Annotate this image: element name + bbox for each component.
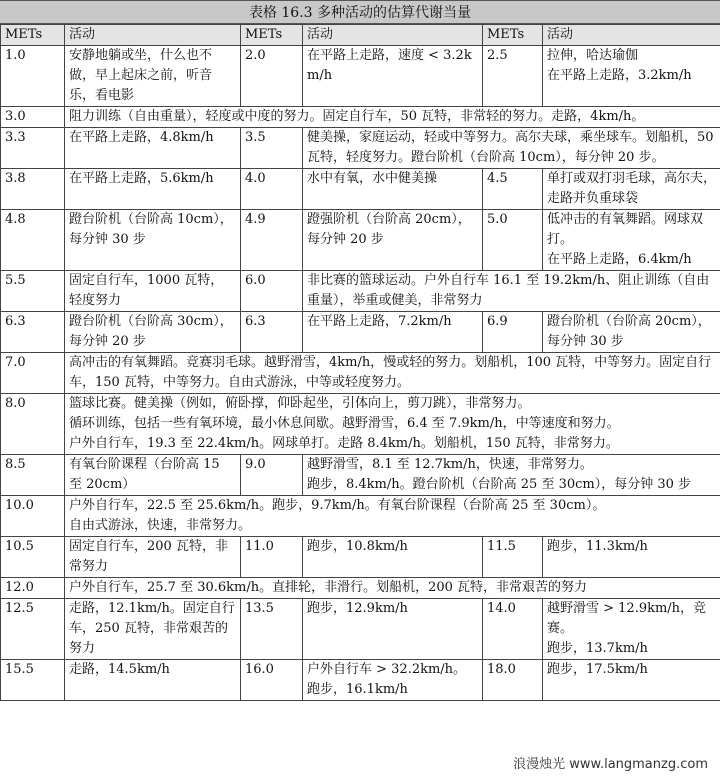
table-row bbox=[1, 496, 720, 537]
mets-cell: 8.5 bbox=[1, 455, 65, 496]
activity-cell: 有氧台阶课程（台阶高 15 至 20cm） bbox=[65, 455, 241, 496]
table-row bbox=[1, 537, 720, 578]
table-row bbox=[1, 210, 720, 271]
activity-cell: 越野滑雪 > 12.9km/h，竞赛。 跑步，13.7km/h bbox=[543, 599, 720, 660]
activity-cell: 跑步，11.3km/h bbox=[543, 537, 720, 578]
activity-cell: 在平路上走路，7.2km/h bbox=[303, 312, 483, 353]
table-row bbox=[1, 394, 720, 455]
activity-cell: 固定自行车，200 瓦特，非常努力 bbox=[65, 537, 241, 578]
mets-cell: 7.0 bbox=[1, 353, 65, 394]
header-activity-2: 活动 bbox=[303, 25, 483, 46]
mets-cell: 6.3 bbox=[241, 312, 303, 353]
activity-cell: 健美操，家庭运动，轻或中等努力。高尔夫球，乘坐球车。划船机，50 瓦特，轻度努力。蹬台阶机（台阶高 10cm），每分钟 20 步。 bbox=[303, 128, 720, 169]
table-title: 表格 16.3 多种活动的估算代谢当量 bbox=[0, 0, 720, 24]
mets-cell: 4.9 bbox=[241, 210, 303, 271]
watermark: 浪漫烛光 www.langmanzg.com bbox=[509, 752, 712, 773]
mets-cell: 9.0 bbox=[241, 455, 303, 496]
mets-cell: 11.5 bbox=[483, 537, 543, 578]
mets-cell: 5.0 bbox=[483, 210, 543, 271]
mets-cell: 3.8 bbox=[1, 169, 65, 210]
mets-cell: 10.5 bbox=[1, 537, 65, 578]
activity-cell: 在平路上走路，5.6km/h bbox=[65, 169, 241, 210]
table-row bbox=[1, 128, 720, 169]
mets-cell: 6.0 bbox=[241, 271, 303, 312]
activity-cell: 篮球比赛。健美操（例如，俯卧撑，仰卧起坐，引体向上，剪刀跳），非常努力。 循环训练，包括一些有氧环境，最小休息间歇。越野滑雪，6.4 至 7.9km/h，中等速度和努力。 户外自行车，19.3 至 22.4km/h。网球单打。走路 8.4km/h。划船机，150 瓦特，非常努力。 bbox=[65, 394, 720, 455]
activity-cell: 跑步，12.9km/h bbox=[303, 599, 483, 660]
activity-cell: 蹬台阶机（台阶高 30cm），每分钟 20 步 bbox=[65, 312, 241, 353]
mets-cell: 6.9 bbox=[483, 312, 543, 353]
activity-cell: 高冲击的有氧舞蹈。竞赛羽毛球。越野滑雪，4km/h，慢或轻的努力。划船机，100 瓦特，中等努力。固定自行车，150 瓦特，中等努力。自由式游泳，中等或轻度努力。 bbox=[65, 353, 720, 394]
mets-cell: 2.0 bbox=[241, 46, 303, 107]
activity-cell: 安静地躺或坐，什么也不做，早上起床之前，听音乐，看电影 bbox=[65, 46, 241, 107]
table-row bbox=[1, 599, 720, 660]
activity-cell: 蹬强阶机（台阶高 20cm），每分钟 20 步 bbox=[303, 210, 483, 271]
activity-cell: 户外自行车 > 32.2km/h。 跑步，16.1km/h bbox=[303, 660, 483, 701]
activity-cell: 户外自行车，25.7 至 30.6km/h。直排轮，非滑行。划船机，200 瓦特，非常艰苦的努力 bbox=[65, 578, 720, 599]
mets-cell: 3.5 bbox=[241, 128, 303, 169]
mets-cell: 3.0 bbox=[1, 107, 65, 128]
activity-cell: 固定自行车，1000 瓦特，轻度努力 bbox=[65, 271, 241, 312]
activity-cell: 走路，14.5km/h bbox=[65, 660, 241, 701]
mets-cell: 3.3 bbox=[1, 128, 65, 169]
header-mets-2: METs bbox=[241, 25, 303, 46]
activity-cell: 低冲击的有氧舞蹈。网球双打。 在平路上走路，6.4km/h bbox=[543, 210, 720, 271]
mets-cell: 12.0 bbox=[1, 578, 65, 599]
mets-cell: 4.8 bbox=[1, 210, 65, 271]
mets-cell: 1.0 bbox=[1, 46, 65, 107]
activity-cell: 在平路上走路，速度 < 3.2km/h bbox=[303, 46, 483, 107]
table-row bbox=[1, 107, 720, 128]
table-row bbox=[1, 578, 720, 599]
header-mets-3: METs bbox=[483, 25, 543, 46]
table-row bbox=[1, 455, 720, 496]
activity-cell: 水中有氧，水中健美操 bbox=[303, 169, 483, 210]
activity-cell: 蹬台阶机（台阶高 10cm），每分钟 30 步 bbox=[65, 210, 241, 271]
activity-cell: 非比赛的篮球运动。户外自行车 16.1 至 19.2km/h、阻止训练（自由重量），举重或健美，非常努力 bbox=[303, 271, 720, 312]
activity-cell: 拉伸，哈达瑜伽 在平路上走路，3.2km/h bbox=[543, 46, 720, 107]
header-activity-1: 活动 bbox=[65, 25, 241, 46]
mets-cell: 2.5 bbox=[483, 46, 543, 107]
activity-cell: 阻力训练（自由重量），轻度或中度的努力。固定自行车，50 瓦特，非常轻的努力。走路，4km/h。 bbox=[65, 107, 720, 128]
table-row bbox=[1, 660, 720, 701]
header-activity-3: 活动 bbox=[543, 25, 720, 46]
mets-cell: 4.5 bbox=[483, 169, 543, 210]
mets-cell: 15.5 bbox=[1, 660, 65, 701]
mets-cell: 10.0 bbox=[1, 496, 65, 537]
table-row bbox=[1, 169, 720, 210]
activity-cell: 在平路上走路，4.8km/h bbox=[65, 128, 241, 169]
table-row bbox=[1, 312, 720, 353]
mets-cell: 16.0 bbox=[241, 660, 303, 701]
header-row bbox=[1, 25, 720, 46]
mets-cell: 18.0 bbox=[483, 660, 543, 701]
activity-cell: 蹬台阶机（台阶高 20cm），每分钟 30 步 bbox=[543, 312, 720, 353]
header-mets-1: METs bbox=[1, 25, 65, 46]
mets-cell: 8.0 bbox=[1, 394, 65, 455]
mets-cell: 12.5 bbox=[1, 599, 65, 660]
mets-cell: 14.0 bbox=[483, 599, 543, 660]
activity-cell: 越野滑雪，8.1 至 12.7km/h，快速，非常努力。 跑步，8.4km/h。蹬台阶机（台阶高 25 至 30cm），每分钟 30 步 bbox=[303, 455, 720, 496]
activity-cell: 跑步，17.5km/h bbox=[543, 660, 720, 701]
table-row bbox=[1, 46, 720, 107]
mets-cell: 6.3 bbox=[1, 312, 65, 353]
table-row bbox=[1, 353, 720, 394]
table-row bbox=[1, 271, 720, 312]
mets-cell: 4.0 bbox=[241, 169, 303, 210]
mets-cell: 5.5 bbox=[1, 271, 65, 312]
activity-cell: 走路，12.1km/h。固定自行车，250 瓦特，非常艰苦的努力 bbox=[65, 599, 241, 660]
activity-cell: 户外自行车，22.5 至 25.6km/h。跑步，9.7km/h。有氧台阶课程（台阶高 25 至 30cm）。 自由式游泳，快速，非常努力。 bbox=[65, 496, 720, 537]
activity-cell: 单打或双打羽毛球，高尔夫，走路并负重球袋 bbox=[543, 169, 720, 210]
mets-cell: 13.5 bbox=[241, 599, 303, 660]
mets-table bbox=[0, 24, 720, 701]
mets-cell: 11.0 bbox=[241, 537, 303, 578]
activity-cell: 跑步，10.8km/h bbox=[303, 537, 483, 578]
